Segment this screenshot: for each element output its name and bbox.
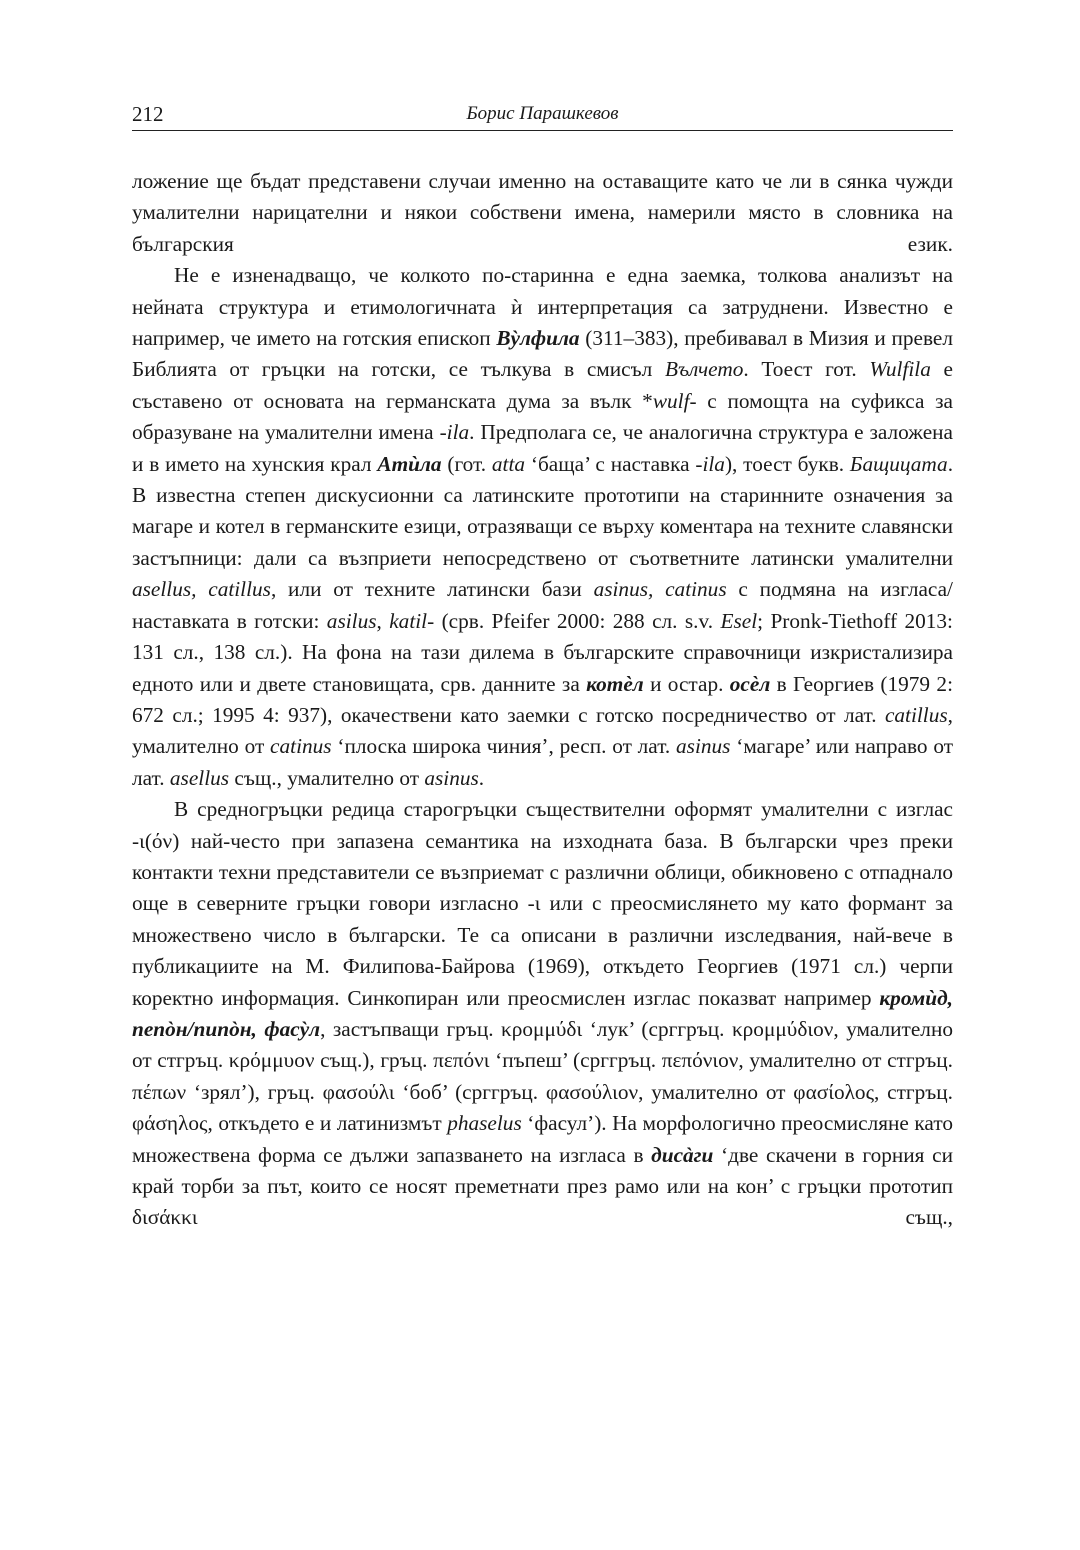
italic-term: Esel [720,608,758,633]
text-run: Не е изненадващо, че колкото по-старинна е една заемка, толкова анализът на нейната структура и етимологичната ѝ интерпретация са затруднени. Известно е например, че името на готския епископ [132,263,953,351]
text-run: В средногръцки редица старогръцки съществителни оформят умалителни с изглас -ι(όν) най-често при запазена семантика на изходната база. В български чрез преки контакти техни представители се възприемат с различни облици, обикновено с отпаднало още в северните гръцки говори изгласно -ι или с преосмислянето му като формант за множествено число в български. Те са описани в различни изследвания, най-вече в публикациите на М. Филипова-Байрова (1969), откъдето Георгиев (1971 сл.) черпи коректно информация. Синкопиран или преосмислен изглас показват например [132,797,953,1010]
text-run: ; Pronk-Tiethoff 2013: 131 сл., 138 сл.). На фона на тази дилема в българските справочници изкристализира едното или и двете становищата, срв. данните за [132,608,953,696]
text-run: ‘баща’ с наставка [525,451,696,476]
text-run: ‘две скачени в горния си край торби за път, които се носят преметнати през рамо или на кон’ с гръцки прототип δισάκκι същ., [132,1142,953,1230]
headword: котѐл [586,671,644,696]
text-run: ложение ще бъдат представени случаи именно на оставащите като че ли в сянка чужди умалителни нарицателни и някои собствени имена, намерили място в словника на българския език. [132,169,953,256]
headword: осѐл [729,671,771,696]
text-run: ‘плоска широка чиния’, респ. от лат. [331,734,677,759]
headword: кромѝд, пепòн/пипòн, фасỳл [132,985,953,1041]
body-text [132,166,953,1234]
text-run: , умалително от [132,702,953,759]
italic-term: -ila [439,420,470,445]
page-header [132,100,953,131]
text-run: ), тоест букв. [724,451,850,476]
italic-term: catillus [884,702,948,727]
italic-term: wulf- [652,388,697,413]
text-run: същ., умалително от [229,765,425,790]
italic-term: asinus [424,765,479,790]
paragraph-2 [132,260,953,794]
italic-term: asilus [326,608,377,633]
text-run: (гот. [441,451,492,476]
running-head: Борис Парашкевов [466,103,619,124]
italic-term: Бащицата [849,451,948,476]
text-run: . [478,765,485,790]
page-number: 212 [132,102,164,126]
headword: Вỳлфила [496,326,580,351]
paragraph-1 [132,166,953,260]
italic-term: Wulfila [869,357,931,382]
text-run: ‘магаре’ или направо от лат. [132,734,954,790]
text-run: , [376,608,390,633]
italic-term: asinus [676,734,731,759]
text-run: . В известна степен дискусионни са латинските прототипи на старинните означения за магаре и котел в германските езици, отразяващи се върху коментара на техните славянски застъпници: дали са възприети непосредствено от съответните латински умалителни [132,451,954,570]
text-run: с помощта на суфикса за образуване на умалителни имена [132,388,953,445]
text-run: в Георгиев (1979 2: 672 сл.; 1995 4: 937), окачествени като заемки с готско посредничество от лат. [132,671,953,727]
italic-term: phaselus [447,1111,522,1136]
text-run: с подмяна на изгласа/наставката в готски: [132,577,953,633]
italic-term: katil- [389,608,435,633]
text-run: (срв. Pfeifer 2000: 288 сл. s.v. [434,608,721,633]
italic-term: asinus, catinus [593,577,727,602]
text-run: е съставено от основата на германската дума за вълк * [132,357,953,413]
text-run: , или от техните латински бази [270,577,594,602]
headword: Атѝла [377,451,442,476]
italic-term: asellus, catillus [132,577,271,602]
italic-term: Вълчето [664,357,744,382]
paragraph-3 [132,794,953,1234]
text-run: ‘фасул’). На морфологично преосмисляне като множествена форма се дължи запазването на изгласа в [132,1111,953,1167]
italic-term: atta [491,451,526,476]
text-run: . Предполага се, че аналогична структура е заложена и в името на хунския крал [132,420,953,476]
text-run: (311–383), пребивавал в Мизия и превел Библията от гръцки на готски, се тълкува в смисъл [132,326,954,382]
headword: дисàги [651,1142,714,1167]
italic-term: -ila [695,451,725,476]
text-run: и остар. [643,671,730,696]
italic-term: catinus [270,734,332,759]
text-run: , застъпващи гръц. κρομμύδι ‘лук’ (срггръц. κρομμύδιον, умалително от стгръц. κρόμμυον същ.), гръц. πεπόνι ‘пъпеш’ (срггръц. πεπόνιον, умалително от стгръц. πέπων ‘зрял’), гръц. φασούλι ‘боб’ (срггръц. φασούλιον, умалително от φασίολος, стгръц. φάσηλος, откъдето е и латинизмът [132,1016,953,1136]
italic-term: asellus [169,765,230,790]
text-run: . Тоест гот. [743,357,870,382]
